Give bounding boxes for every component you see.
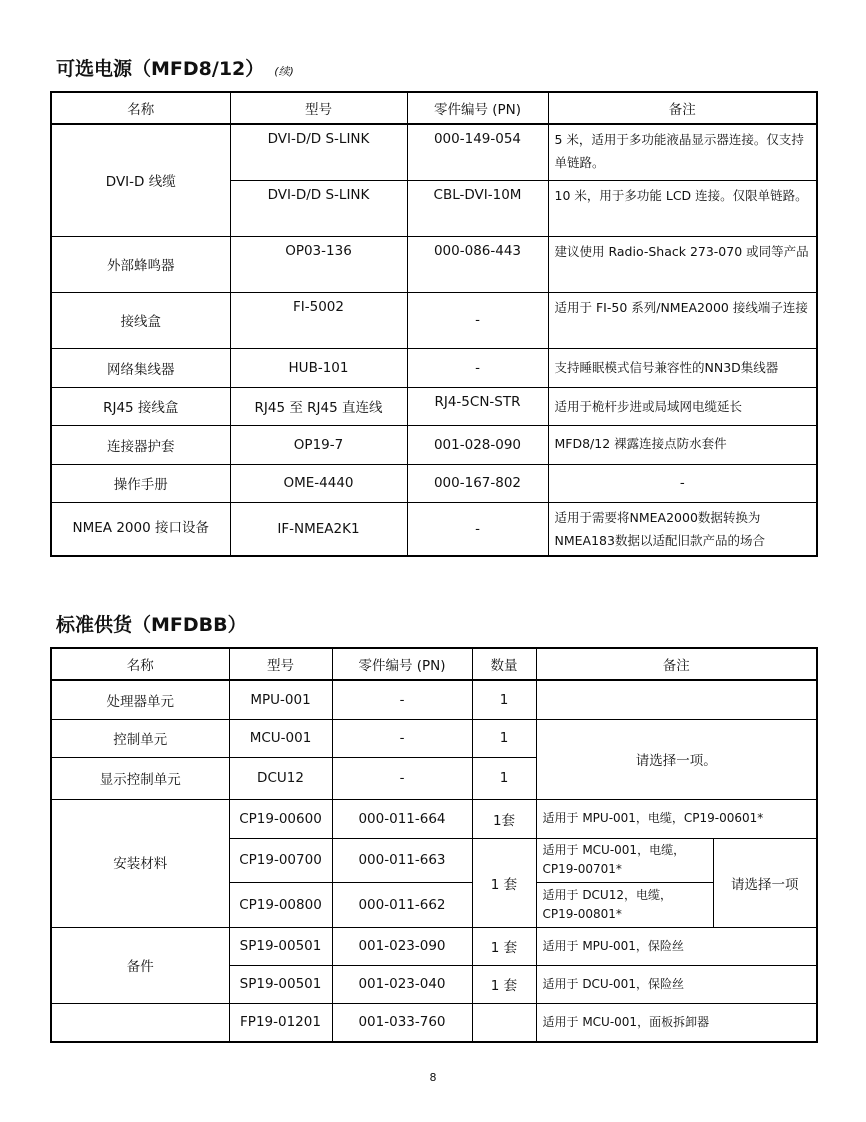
cell-model: DCU12 (229, 757, 332, 799)
cell-pn: - (407, 348, 548, 387)
table-row (51, 1003, 817, 1042)
cell-name: 网络集线器 (51, 348, 230, 387)
header-model: 型号 (229, 648, 332, 680)
cell-name: 备件 (51, 927, 229, 1003)
cell-qty: 1套 (472, 799, 536, 838)
cell-model: DVI-D/D S-LINK (230, 180, 407, 236)
cell-pn: RJ4-5CN-STR (407, 387, 548, 425)
cell-name: 接线盒 (51, 292, 230, 348)
cell-note: - (548, 464, 817, 502)
cell-note: 适用于桅杆步进或局域网电缆延长 (548, 387, 817, 425)
header-name: 名称 (51, 648, 229, 680)
table-row (51, 464, 817, 502)
table-row (51, 292, 817, 348)
cell-pn: - (407, 292, 548, 348)
cell-model: OME-4440 (230, 464, 407, 502)
cell-note: 适用于 MPU-001，保险丝 (536, 927, 817, 965)
cell-model: FP19-01201 (229, 1003, 332, 1042)
cell-pn: 000-011-662 (332, 882, 472, 927)
cell-note: MFD8/12 裸露连接点防水套件 (548, 425, 817, 464)
table-row (51, 502, 817, 556)
cell-model: OP19-7 (230, 425, 407, 464)
cell-name: 控制单元 (51, 719, 229, 757)
cell-pn: - (332, 719, 472, 757)
cell-qty: 1 (472, 757, 536, 799)
section-title-text: 可选电源（MFD8/12） (56, 58, 265, 80)
cell-model: SP19-00501 (229, 927, 332, 965)
table-row (51, 425, 817, 464)
cell-name: 处理器单元 (51, 680, 229, 719)
cell-note: 支持睡眠模式信号兼容性的NN3D集线器 (548, 348, 817, 387)
cell-pn: - (332, 757, 472, 799)
table-row (51, 236, 817, 292)
cell-note: 适用于需要将NMEA2000数据转换为NMEA183数据以适配旧款产品的场合 (548, 502, 817, 556)
cell-pn: 000-011-663 (332, 838, 472, 882)
cell-pn: 001-033-760 (332, 1003, 472, 1042)
continued-label: (续) (274, 65, 294, 78)
cell-model: SP19-00501 (229, 965, 332, 1003)
table-row (51, 348, 817, 387)
cell-note: 建议使用 Radio-Shack 273-070 或同等产品 (548, 236, 817, 292)
cell-model: IF-NMEA2K1 (230, 502, 407, 556)
cell-name: 连接器护套 (51, 425, 230, 464)
cell-pn: 000-167-802 (407, 464, 548, 502)
cell-pn: 000-011-664 (332, 799, 472, 838)
cell-model: CP19-00600 (229, 799, 332, 838)
table-row (51, 387, 817, 425)
cell-model: DVI-D/D S-LINK (230, 124, 407, 180)
table-row (51, 680, 817, 719)
cell-model: MCU-001 (229, 719, 332, 757)
cell-note (536, 680, 817, 719)
cell-qty: 1 (472, 680, 536, 719)
table-row (51, 124, 817, 180)
cell-note: 适用于 MCU-001，面板拆卸器 (536, 1003, 817, 1042)
cell-qty: 1 套 (472, 838, 536, 927)
cell-model: RJ45 至 RJ45 直连线 (230, 387, 407, 425)
cell-model: MPU-001 (229, 680, 332, 719)
cell-name: NMEA 2000 接口设备 (51, 502, 230, 556)
cell-note: 适用于 DCU-001，保险丝 (536, 965, 817, 1003)
header-notes: 备注 (536, 648, 817, 680)
cell-name: 显示控制单元 (51, 757, 229, 799)
cell-choose-one: 请选择一项 (713, 838, 817, 927)
cell-name: 安装材料 (51, 799, 229, 927)
cell-model: CP19-00700 (229, 838, 332, 882)
cell-qty (472, 1003, 536, 1042)
cell-model: FI-5002 (230, 292, 407, 348)
section-title-standard-supply (56, 610, 247, 637)
header-notes: 备注 (548, 92, 817, 124)
table-row (51, 719, 817, 757)
cell-name: DVI-D 线缆 (51, 124, 230, 236)
cell-pn: 000-149-054 (407, 124, 548, 180)
cell-name: 外部蜂鸣器 (51, 236, 230, 292)
table-header-row (51, 648, 817, 680)
cell-name (51, 1003, 229, 1042)
table-row (51, 799, 817, 838)
section-title-text: 标准供货（MFDBB） (56, 614, 247, 636)
cell-pn: 000-086-443 (407, 236, 548, 292)
cell-qty: 1 (472, 719, 536, 757)
cell-note: 适用于 DCU12，电缆，CP19-00801* (536, 882, 713, 927)
cell-qty: 1 套 (472, 965, 536, 1003)
table-row (51, 927, 817, 965)
table-header-row (51, 92, 817, 124)
cell-note: 适用于 MCU-001，电缆，CP19-00701* (536, 838, 713, 882)
page-number: 8 (429, 1071, 437, 1084)
standard-supply-table (50, 647, 818, 1043)
header-model: 型号 (230, 92, 407, 124)
cell-pn: 001-028-090 (407, 425, 548, 464)
cell-note: 适用于 MPU-001，电缆，CP19-00601* (536, 799, 817, 838)
cell-pn: 001-023-040 (332, 965, 472, 1003)
cell-note: 10 米，用于多功能 LCD 连接。仅限单链路。 (548, 180, 817, 236)
cell-pn: - (332, 680, 472, 719)
cell-note-choose-one: 请选择一项。 (536, 719, 817, 799)
cell-model: CP19-00800 (229, 882, 332, 927)
header-pn: 零件编号 (PN) (332, 648, 472, 680)
optional-power-table (50, 91, 818, 557)
cell-note: 5 米，适用于多功能液晶显示器连接。仅支持单链路。 (548, 124, 817, 180)
header-name: 名称 (51, 92, 230, 124)
header-pn: 零件编号 (PN) (407, 92, 548, 124)
cell-qty: 1 套 (472, 927, 536, 965)
cell-pn: 001-023-090 (332, 927, 472, 965)
cell-note: 适用于 FI-50 系列/NMEA2000 接线端子连接 (548, 292, 817, 348)
cell-pn: - (407, 502, 548, 556)
cell-model: OP03-136 (230, 236, 407, 292)
cell-model: HUB-101 (230, 348, 407, 387)
cell-name: RJ45 接线盒 (51, 387, 230, 425)
cell-name: 操作手册 (51, 464, 230, 502)
header-qty: 数量 (472, 648, 536, 680)
cell-pn: CBL-DVI-10M (407, 180, 548, 236)
section-title-optional-power (56, 54, 294, 81)
